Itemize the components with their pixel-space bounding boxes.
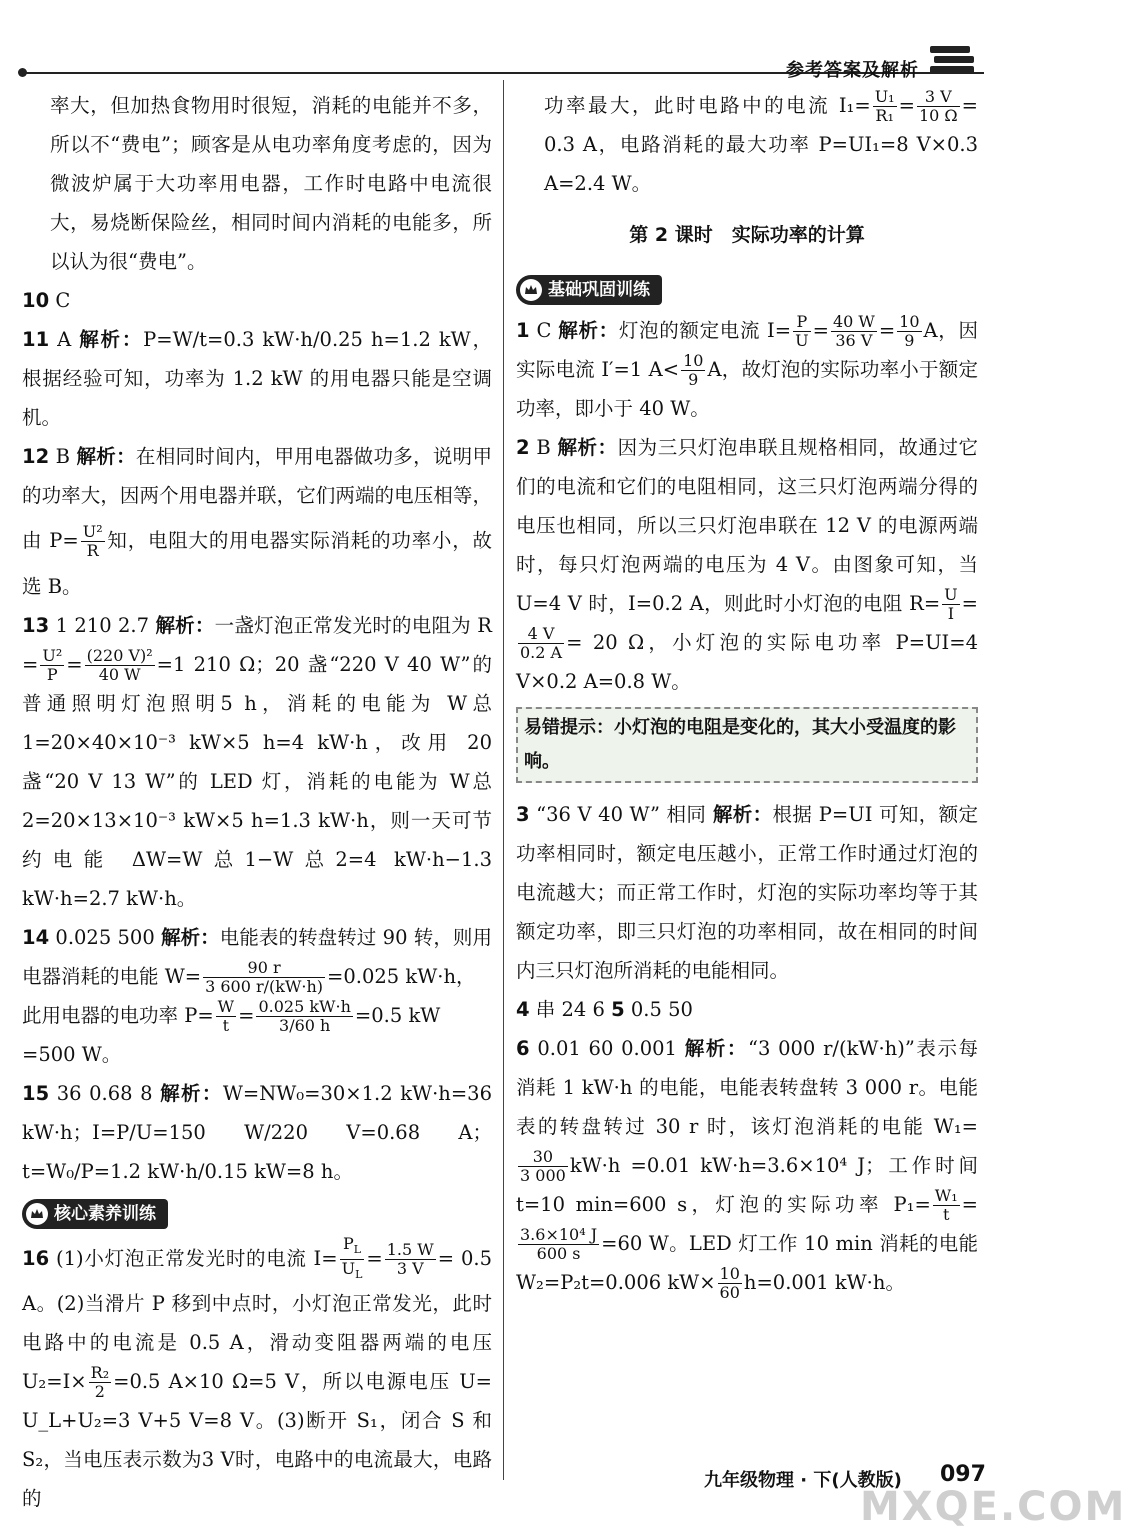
question-number: 3 <box>516 803 530 826</box>
analysis-label: 解析： <box>712 803 773 826</box>
answer-10 <box>22 281 492 320</box>
answer-6: 6 0.01 60 0.001 解析：“3 000 r/(kW·h)”表示每消耗 1 kW·h 的电能，电能表转盘转 3 000 r。电能表的转盘转过 30 r 时，该灯泡消耗的电能 W₁= $\frac{30}{3 000}$ kW·h =0.01 kW·h=3.6×10⁴ J；工作时间 t=10 min=600 s，灯泡的实际功率 P₁= $\frac{\text{W₁}}{t}$ = $\frac{\text{3.6×10⁴ J}}{600 s}$ =60 W。LED 灯工作 10 min 消耗的电能 W₂=P₂t=0.006 kW× $\frac{10}{60}$ h=0.001 kW·h。 <box>516 1037 979 1302</box>
fraction: $\frac{W}{t}$ <box>217 997 235 1035</box>
question-number: 6 <box>516 1037 530 1060</box>
question-number: 1 <box>516 319 530 342</box>
analysis-label: 解析： <box>558 319 619 342</box>
analysis-text: 灯泡的额定电流 I= <box>618 319 792 342</box>
fraction: $\frac{1.5 W}{3 V}$ <box>386 1240 434 1279</box>
question-number: 14 <box>22 926 50 949</box>
answer-4-5 <box>516 990 978 1029</box>
question-number: 5 <box>611 998 625 1021</box>
analysis-label: 解析： <box>76 445 136 468</box>
analysis-text: =1 210 Ω；20 盏“220 V 40 W”的普通照明灯泡照明5 h，消耗的电能为 W总1=20×40×10⁻³ kW×5 h=4 kW·h，改用 20 盏“20 V 13 W”的 LED 灯，消耗的电能为 W总2=20×13×10⁻³ kW×5 h=1.3 kW·h，则一天可节约电能 ΔW=W总1−W总2=4 kW·h−1.3 kW·h=2.7 kW·h。 <box>22 653 492 910</box>
analysis-label: 解析： <box>557 436 618 459</box>
analysis-label: 解析： <box>684 1037 748 1060</box>
answer-14: 14 0.025 500 解析：电能表的转盘转过 90 转，则用电器消耗的电能 W= $\frac{90 r}{3 600 r/(kW\cdot h)}$ =0.025 kW·h， 此用电器的电功率 P= $\frac{W}{t}$ = $\frac{0.025 kW\cdot h}{3/60 h}$ =0.5 kW =500 W。 <box>22 926 492 1066</box>
analysis-text: 根据 P=UI 可知，额定功率相同时，额定电压越小，正常工作时通过灯泡的电流越大；而正常工作时，灯泡的实际功率均等于其额定功率，即三只灯泡的功率相同，故在相同的时间内三只灯泡所消耗的电能相同。 <box>516 803 978 982</box>
fraction: $\frac{3 V}{10 \Omega}$ <box>918 87 958 125</box>
answer-choice: B <box>55 445 70 468</box>
left-column <box>22 86 492 1518</box>
lesson-title: 第 2 课时 实际功率的计算 <box>629 224 865 246</box>
question-number: 13 <box>22 614 50 637</box>
question-number: 11 <box>22 328 50 351</box>
fraction: $\frac{90 r}{3 600 r/(kW\cdot h)}$ <box>205 958 324 996</box>
analysis-text: 知，电阻大的用电器实际消耗的功率小，故选 B。 <box>22 529 492 598</box>
analysis-label: 解析： <box>155 614 215 637</box>
analysis-text: 电能表的转盘转过 90 转，则用电器消耗的电能 W= <box>22 926 492 988</box>
badge-label: 基础巩固训练 <box>548 279 650 300</box>
fraction: $\frac{\text{U₁}}{\text{R₁}}$ <box>874 87 895 125</box>
footer-book-title: 九年级物理 · 下(人教版) <box>704 1470 902 1491</box>
fraction: $\frac{P_L}{U_L}$ <box>341 1234 363 1282</box>
analysis-text: 20 Ω，小灯泡的实际电功率 P=UI=4 V×0.2 A=0.8 W。 <box>516 631 978 693</box>
fraction: $\frac{10}{60}$ <box>719 1264 740 1302</box>
formula: P= $\frac{\text{U²}}{R}$ <box>49 522 103 560</box>
continued-text: 功率最大，此时电路中的电流 I₁= $\frac{\text{U₁}}{\text{R₁}}$ = $\frac{3 V}{10 \Omega}$ = 0.3 A，电路消耗的最大功率 P=UI₁=8 V×0.3 A=2.4 W。 <box>544 87 978 195</box>
answer-values: 36 0.68 8 <box>56 1082 153 1105</box>
fraction: $\frac{30}{3 000}$ <box>520 1147 566 1185</box>
column-divider <box>503 80 504 1480</box>
answer-choice: B <box>536 436 551 459</box>
answer-values: 串 24 6 <box>535 998 605 1021</box>
analysis-text: (1)小灯泡正常发光时的电流 I= <box>56 1247 338 1271</box>
analysis-label: 解析： <box>79 328 144 351</box>
answer-choice: A <box>57 328 72 351</box>
analysis-text: “3 000 r/(kW·h)”表示每消耗 1 kW·h 的电能，电能表转盘转 3 000 r。电能表的转盘转过 30 r 时，该灯泡消耗的电能 W₁= <box>516 1037 979 1138</box>
fraction: $\frac{P}{U}$ <box>795 312 809 350</box>
question-number: 16 <box>22 1247 50 1271</box>
section-badge-core <box>22 1199 168 1229</box>
analysis-text: = <box>898 94 915 117</box>
fraction: $\frac{\text{W₁}}{t}$ <box>934 1186 958 1224</box>
analysis-text: 此用电器的电功率 P= <box>22 1004 214 1027</box>
analysis-text: 0.3 A，电路消耗的最大功率 P=UI₁=8 V×0.3 A=2.4 W。 <box>544 133 978 195</box>
section-badge-basic <box>516 275 662 305</box>
fraction: $\frac{\text{U²}}{R}$ <box>82 522 103 560</box>
fraction: $\frac{0.025 kW\cdot h}{3/60 h}$ <box>258 997 351 1035</box>
watermark: MXQE.COM <box>860 1484 1126 1530</box>
analysis-text: kW·h =0.01 kW·h=3.6×10⁴ J；工作时间 t=10 min=600 s，灯泡的实际功率 P₁= <box>516 1154 978 1216</box>
answer-15 <box>22 1074 492 1191</box>
analysis-text: P=W/t=0.3 kW·h/0.25 h=1.2 kW，根据经验可知，功率为 1.2 kW 的用电器只能是空调机。 <box>22 328 492 429</box>
answer-11 <box>22 320 492 437</box>
tip-box: 易错提示：小灯泡的电阻是变化的，其大小受温度的影响。 <box>516 707 978 783</box>
continued-text: 率大，但加热食物用时很短，消耗的电能并不多，所以不“费电”；顾客是从电功率角度考虑的，因为微波炉属于大功率用电器，工作时电路中电流很大，易烧断保险丝，相同时间内消耗的电能多，所以认为很“费电”。 <box>50 94 492 273</box>
analysis-text: 一盏灯泡正常发光时的电阻为 R <box>214 614 492 637</box>
crown-icon <box>520 279 542 301</box>
crown-icon <box>26 1203 48 1225</box>
analysis-text: =0.5 A×10 Ω=5 V，所以电源电压 U= <box>113 1370 492 1394</box>
answer-values: 0.01 60 0.001 <box>537 1037 677 1060</box>
analysis-text: A，故灯泡的实际功率小于额定功率，即小于 40 W。 <box>516 358 978 420</box>
analysis-text: =60 W。LED 灯工作 10 min 消耗的电能 W₂=P₂t=0.006 kW <box>516 1232 978 1294</box>
answer-1: 1 C 解析：灯泡的额定电流 I= $\frac{P}{U}$ = $\frac{40 W}{36 V}$ = $\frac{10}{9}$ A，因实际电流 I′=1 A< $\frac{10}{9}$ A，故灯泡的实际功率小于额定功率，即小于 40 W。 <box>516 312 978 420</box>
analysis-text: U₂=I× <box>22 1370 87 1394</box>
analysis-text: 在相同时间内，甲用电器做功多，说明甲的功率大，因两个用电器并联，它们两端的电压相等，由 <box>22 445 492 552</box>
answer-3 <box>516 795 978 990</box>
analysis-text: 功率最大，此时电路中的电流 I₁= <box>544 94 871 117</box>
answer-13 <box>22 606 492 918</box>
question-number: 2 <box>516 436 530 459</box>
question-number: 4 <box>516 998 530 1021</box>
analysis-text: 因为三只灯泡串联且规格相同，故通过它们的电流和它们的电阻相同，这三只灯泡两端分得的电压也相同，所以三只灯泡串联在 12 V 的电源两端时，每只灯泡两端的电压为 4 V。由图象可知，当 U=4 V 时，I=0.2 A，则此时小灯泡的电阻 R= <box>516 436 978 615</box>
analysis-text: W=NW₀=30×1.2 kW·h=36 kW·h；I=P/U=150 W/220 V=0.68 A；t=W₀/P=1.2 kW·h/0.15 kW=8 h。 <box>22 1082 492 1183</box>
fraction: $\frac{10}{9}$ <box>899 312 920 350</box>
answer-choice: C <box>536 319 552 342</box>
analysis-text: A，因实际电流 I′=1 A< <box>516 319 978 381</box>
analysis-text: U_L+U₂=3 V+5 V=8 V。(3)断开 S₁，闭合 S 和 S₂，当电压表示数为3 V时，电路中的电流最大，电路的 <box>22 1409 492 1511</box>
books-icon <box>928 44 978 78</box>
formula: = $\frac{\text{U²}}{P}$ = $\frac{\text{(220 V)²}}{40 W}$ <box>22 646 153 684</box>
answer-16: 16 (1)小灯泡正常发光时的电流 I= $\frac{P_L}{U_L}$ = $\frac{1.5 W}{3 V}$ = 0.5 A。(2)当滑片 P 移到中点时，小灯泡正常发光，此时电路中的电流是 0.5 A，滑动变阻器两端的电压 U₂=I× $\frac{\text{R₂}}{2}$ =0.5 A×10 Ω=5 V，所以电源电压 U= U_L+U₂=3 V+5 V=8 V。(3)断开 S₁，闭合 S 和 S₂，当电压表示数为3 V时，电路中的电流最大，电路的 <box>22 1234 492 1511</box>
page-number: 097 <box>940 1462 986 1487</box>
analysis-label: 解析： <box>160 1082 223 1105</box>
right-column <box>516 86 978 1302</box>
answer-choice: C <box>55 289 71 312</box>
analysis-text: =0.025 kW·h， <box>327 965 476 988</box>
analysis-label: 解析： <box>161 926 220 949</box>
fraction: $\frac{\text{3.6×10⁴ J}}{600 s}$ <box>520 1225 598 1263</box>
answer-values: “36 V 40 W” 相同 <box>536 803 707 826</box>
question-number: 10 <box>22 289 50 312</box>
fraction: $\frac{10}{9}$ <box>683 351 704 389</box>
answer-values: 0.025 500 <box>55 926 155 949</box>
analysis-text: h=0.001 kW·h。 <box>743 1271 905 1294</box>
fraction: $\frac{40 W}{36 V}$ <box>832 312 875 350</box>
fraction: $\frac{U}{I}$ <box>944 585 958 623</box>
fraction: $\frac{4 V}{0.2 A}$ <box>520 624 563 662</box>
answer-12 <box>22 437 492 606</box>
answer-2: 2 B 解析：因为三只灯泡串联且规格相同，故通过它们的电流和它们的电阻相同，这三只灯泡两端分得的电压也相同，所以三只灯泡串联在 12 V 的电源两端时，每只灯泡两端的电压为 4 V。由图象可知，当 U=4 V 时，I=0.2 A，则此时小灯泡的电阻 R= $\frac{U}{I}$ = $\frac{4 V}{0.2 A}$ = 20 Ω，小灯泡的实际电功率 P=UI=4 V×0.2 A=0.8 W。 <box>516 436 978 693</box>
analysis-text: 0.5 A。(2)当滑片 P 移到中点时，小灯泡正常发光，此时电路中的电流是 0.5 A，滑动变阻器两端的电压 <box>22 1247 492 1355</box>
analysis-text: =500 W。 <box>22 1043 122 1066</box>
analysis-text: =0.5 kW <box>354 1004 441 1027</box>
fraction: $\frac{\text{R₂}}{2}$ <box>90 1363 110 1402</box>
header-title: 参考答案及解析 <box>786 60 919 81</box>
answer-values: 1 210 2.7 <box>55 614 150 637</box>
question-number: 12 <box>22 445 50 468</box>
answer-values: 0.5 50 <box>630 998 693 1021</box>
question-number: 15 <box>22 1082 50 1105</box>
badge-label: 核心素养训练 <box>54 1203 156 1224</box>
